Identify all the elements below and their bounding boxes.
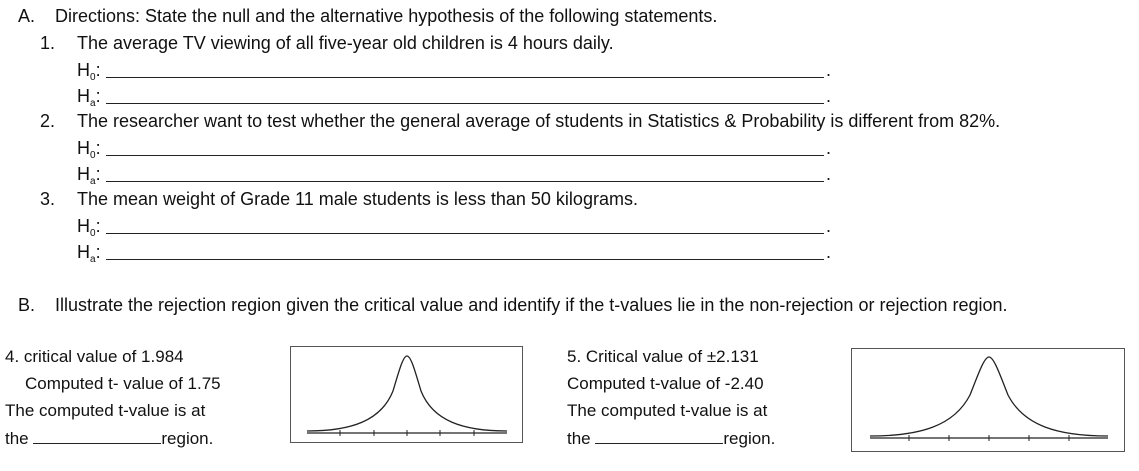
- problem-4-the: the: [5, 429, 29, 448]
- section-a-directions: Directions: State the null and the alternative hypothesis of the following statements.: [55, 6, 718, 26]
- item-1-ha-answer-line[interactable]: [106, 103, 824, 104]
- item-3-ha-answer-line[interactable]: [106, 259, 824, 260]
- item-3-text: The mean weight of Grade 11 male students is less than 50 kilograms.: [77, 189, 638, 209]
- problem-5-prompt: The computed t-value is at: [567, 401, 768, 420]
- item-1-ha-period: .: [826, 86, 832, 106]
- item-2-ha-label: $H_a$:: [77, 164, 101, 187]
- problem-4-answer-line: [5, 428, 213, 449]
- problem-4-region-blank[interactable]: [33, 428, 161, 444]
- problem-4-prompt: The computed t-value is at: [5, 401, 206, 420]
- item-3-h0-label: $H_0$:: [77, 216, 101, 239]
- problem-5-bell-curve: [852, 349, 1124, 451]
- problem-5-the: the: [567, 429, 591, 448]
- problem-5-critical-value: 5. Critical value of ±2.131: [567, 347, 759, 366]
- item-2-h0-answer-line[interactable]: [106, 155, 824, 156]
- item-1-ha-label: $H_a$:: [77, 86, 101, 109]
- problem-5-computed-value: Computed t-value of -2.40: [567, 374, 764, 393]
- item-2-ha-period: .: [826, 164, 832, 184]
- problem-4-curve-box[interactable]: [290, 346, 523, 443]
- item-3-h0-period: .: [826, 216, 832, 236]
- section-b-instruction: Illustrate the rejection region given the critical value and identify if the t-values lie in the non-rejection or rejection region.: [55, 295, 1008, 315]
- problem-4-computed-value: Computed t- value of 1.75: [25, 374, 221, 393]
- item-3-number: 3.: [40, 189, 56, 209]
- section-a-letter: A.: [18, 6, 36, 26]
- section-b-letter: B.: [18, 295, 36, 315]
- problem-5-answer-line: [567, 428, 775, 449]
- problem-5-curve-box[interactable]: [851, 348, 1125, 452]
- item-1-h0-answer-line[interactable]: [106, 77, 824, 78]
- item-1-h0-label: $H_0$:: [77, 60, 101, 83]
- item-1-number: 1.: [40, 33, 56, 53]
- problem-5-region-blank[interactable]: [595, 428, 723, 444]
- item-2-number: 2.: [40, 111, 56, 131]
- item-3-h0-answer-line[interactable]: [106, 233, 824, 234]
- item-2-text: The researcher want to test whether the general average of students in Statistics & Probability is different from 82%.: [77, 111, 1001, 131]
- problem-4-region-word: region.: [161, 429, 214, 448]
- item-3-ha-period: .: [826, 242, 832, 262]
- item-2-ha-answer-line[interactable]: [106, 181, 824, 182]
- problem-5-region-word: region.: [723, 429, 776, 448]
- problem-4-critical-value: 4. critical value of 1.984: [5, 347, 184, 366]
- item-2-h0-label: $H_0$:: [77, 138, 101, 161]
- item-1-h0-period: .: [826, 60, 832, 80]
- item-3-ha-label: $H_a$:: [77, 242, 101, 265]
- problem-4-bell-curve: [291, 347, 522, 442]
- item-2-h0-period: .: [826, 138, 832, 158]
- item-1-text: The average TV viewing of all five-year old children is 4 hours daily.: [77, 33, 614, 53]
